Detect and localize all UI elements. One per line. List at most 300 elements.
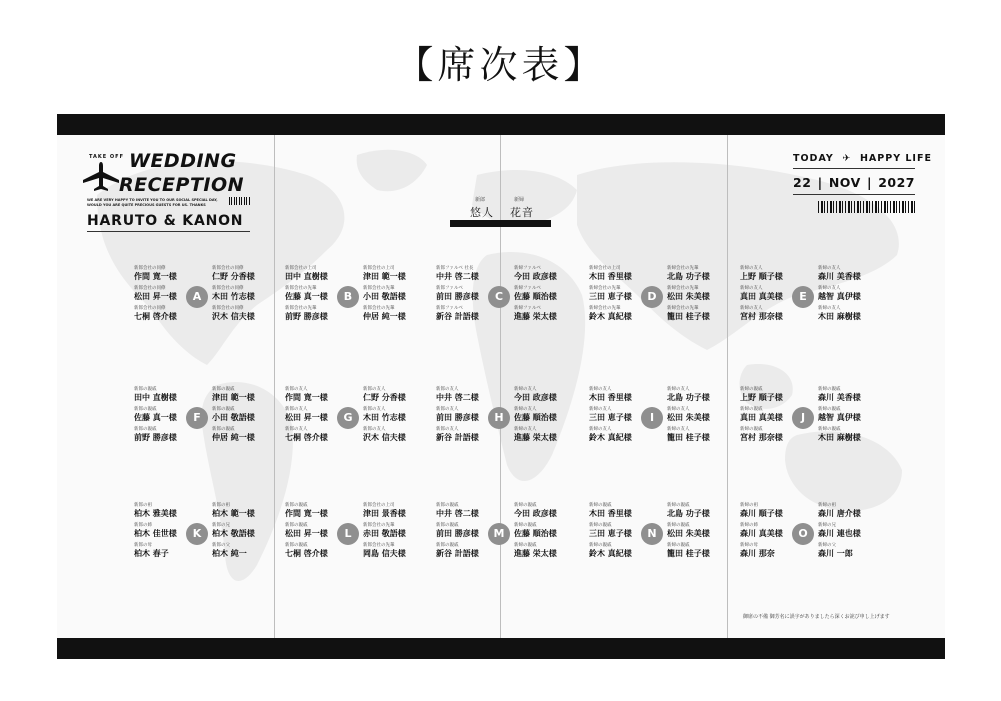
guest-name: 小田 敬語様 bbox=[212, 413, 255, 422]
date-day: 22 bbox=[793, 175, 812, 190]
guest-name: 籠田 桂子様 bbox=[667, 549, 710, 558]
guest-name: 上野 順子様 bbox=[740, 272, 783, 281]
guest-relation: 新婦の友人 bbox=[667, 387, 690, 392]
guest-seat bbox=[667, 543, 737, 559]
guest-name: 今田 政彦様 bbox=[514, 272, 557, 281]
guest-seat bbox=[212, 543, 282, 559]
guest-relation: 新婦の友人 bbox=[818, 266, 841, 271]
guest-name: 木田 香里様 bbox=[589, 272, 632, 281]
guest-seat bbox=[363, 503, 433, 519]
guest-relation: 新郎の親戚 bbox=[436, 503, 459, 508]
guest-relation: 新郎会社の同僚 bbox=[212, 286, 244, 291]
guest-relation: 新郎会社の同僚 bbox=[134, 286, 166, 291]
bride-name: 花音 bbox=[510, 206, 534, 219]
guest-relation: 新郎の親戚 bbox=[212, 407, 235, 412]
guest-relation: 新郎ファルベ bbox=[436, 286, 463, 291]
guest-seat bbox=[818, 427, 888, 443]
guest-name: 森川 順子様 bbox=[740, 509, 783, 518]
take-off-label: TAKE OFF bbox=[89, 154, 125, 160]
guest-seat bbox=[818, 407, 888, 423]
plane-icon: ✈ bbox=[838, 153, 856, 164]
guest-name: 鈴木 真紀様 bbox=[589, 549, 632, 558]
guest-name: 柏木 春子 bbox=[134, 549, 169, 558]
guest-seat bbox=[818, 387, 888, 403]
guest-name: 三田 恵子様 bbox=[589, 292, 632, 301]
guest-relation: 新婦の姉 bbox=[740, 523, 758, 528]
seating-chart-sheet bbox=[57, 114, 945, 659]
guest-name: 進藤 栄太様 bbox=[514, 433, 557, 442]
guest-name: 佐藤 順治様 bbox=[514, 292, 557, 301]
guest-seat bbox=[667, 387, 737, 403]
wedding-title-line1: WEDDING bbox=[129, 150, 237, 172]
guest-relation: 新婦ファルベ bbox=[514, 266, 541, 271]
table-marker-m: M bbox=[488, 523, 510, 545]
guest-name: 木田 香里様 bbox=[589, 393, 632, 402]
guest-relation: 新婦の親戚 bbox=[667, 543, 690, 548]
guest-name: 七桐 啓介様 bbox=[285, 433, 328, 442]
guest-seat bbox=[740, 503, 810, 519]
guest-seat bbox=[436, 286, 506, 302]
guest-name: 前野 勝彦様 bbox=[285, 312, 328, 321]
wedding-date bbox=[793, 175, 915, 190]
guest-relation: 新郎会社の同僚 bbox=[134, 266, 166, 271]
guest-name: 中井 啓二様 bbox=[436, 272, 479, 281]
guest-relation: 新郎の祖 bbox=[134, 503, 152, 508]
guest-seat bbox=[740, 286, 810, 302]
guest-seat bbox=[818, 306, 888, 322]
guest-relation: 新婦の兄 bbox=[818, 523, 836, 528]
guest-seat bbox=[436, 306, 506, 322]
guest-name: 今田 政彦様 bbox=[514, 393, 557, 402]
guest-name: 田中 直樹様 bbox=[134, 393, 177, 402]
guest-name: 三田 恵子様 bbox=[589, 413, 632, 422]
guest-seat bbox=[363, 266, 433, 282]
guest-seat bbox=[667, 503, 737, 519]
guest-seat bbox=[514, 387, 584, 403]
tagline-left: TODAY bbox=[793, 153, 834, 164]
guest-name: 作間 寛一様 bbox=[285, 393, 328, 402]
guest-name: 中井 啓二様 bbox=[436, 509, 479, 518]
guest-seat bbox=[589, 387, 659, 403]
guest-seat bbox=[589, 543, 659, 559]
guest-seat bbox=[740, 407, 810, 423]
guest-name: 作間 寛一様 bbox=[134, 272, 177, 281]
guest-seat bbox=[740, 387, 810, 403]
guest-name: 籠田 桂子様 bbox=[667, 312, 710, 321]
guest-seat bbox=[667, 407, 737, 423]
guest-seat bbox=[514, 523, 584, 539]
table-marker-d: D bbox=[641, 286, 663, 308]
guest-relation: 新郎の友人 bbox=[363, 427, 386, 432]
guest-name: 新谷 計語様 bbox=[436, 433, 479, 442]
guest-relation: 新郎会社の先輩 bbox=[363, 286, 395, 291]
guest-seat bbox=[285, 387, 355, 403]
guest-name: 鈴木 真紀様 bbox=[589, 433, 632, 442]
guest-relation: 新婦の友人 bbox=[667, 407, 690, 412]
guest-name: 津田 範一様 bbox=[363, 272, 406, 281]
guest-name: 森川 真美様 bbox=[740, 529, 783, 538]
guest-relation: 新郎の姉 bbox=[134, 523, 152, 528]
tagline-right: HAPPY LIFE bbox=[859, 153, 932, 164]
guest-relation: 新婦の親戚 bbox=[818, 407, 841, 412]
guest-seat bbox=[740, 523, 810, 539]
guest-relation: 新婦の親戚 bbox=[667, 503, 690, 508]
guest-relation: 新郎会社の先輩 bbox=[285, 306, 317, 311]
guest-relation: 新婦の祖 bbox=[818, 503, 836, 508]
guest-name: 松田 昇一様 bbox=[285, 529, 328, 538]
guest-relation: 新婦の親戚 bbox=[740, 427, 763, 432]
guest-relation: 新婦の親戚 bbox=[818, 387, 841, 392]
head-table-bar bbox=[450, 220, 551, 227]
guest-seat bbox=[285, 503, 355, 519]
guest-name: 森川 美香様 bbox=[818, 272, 861, 281]
guest-relation: 新郎会社の同僚 bbox=[134, 306, 166, 311]
guest-name: 籠田 桂子様 bbox=[667, 433, 710, 442]
guest-name: 佐藤 順治様 bbox=[514, 529, 557, 538]
guest-name: 岡島 信夫様 bbox=[363, 549, 406, 558]
guest-name: 真田 真美様 bbox=[740, 413, 783, 422]
guest-seat bbox=[589, 286, 659, 302]
guest-seat bbox=[589, 523, 659, 539]
invitation-fine-print: WE ARE VERY HAPPY TO INVITE YOU TO OUR SOCIAL SPECIAL DAY, WOULD YOU ARE QUITE PRECIOUS GUESTS FOR US. THANKS bbox=[87, 198, 218, 207]
guest-name: 佐藤 真一様 bbox=[285, 292, 328, 301]
guest-seat bbox=[212, 503, 282, 519]
guest-relation: 新郎会社の上司 bbox=[285, 266, 317, 271]
guest-name: 田中 直樹様 bbox=[285, 272, 328, 281]
guest-relation: 新郎の友人 bbox=[285, 387, 308, 392]
groom-role: 新郎 bbox=[475, 197, 486, 203]
guest-seat bbox=[212, 427, 282, 443]
guest-name: 木田 麻樹様 bbox=[818, 312, 861, 321]
guest-relation: 新郎の友人 bbox=[363, 387, 386, 392]
guest-relation: 新郎の親戚 bbox=[212, 427, 235, 432]
guest-seat bbox=[363, 427, 433, 443]
guest-relation: 新郎の友人 bbox=[436, 387, 459, 392]
guest-name: 新谷 計語様 bbox=[436, 312, 479, 321]
guest-relation: 新婦の友人 bbox=[589, 387, 612, 392]
guest-seat bbox=[363, 523, 433, 539]
guest-relation: 新郎ファルベ 社長 bbox=[436, 266, 474, 271]
guest-name: 真田 真美様 bbox=[740, 292, 783, 301]
guest-relation: 新郎の親戚 bbox=[285, 503, 308, 508]
guest-name: 森川 連也様 bbox=[818, 529, 861, 538]
guest-relation: 新婦の親戚 bbox=[667, 523, 690, 528]
page-title: 【席次表】 bbox=[395, 43, 606, 87]
guest-name: 前田 勝彦様 bbox=[436, 292, 479, 301]
guest-seat bbox=[436, 503, 506, 519]
guest-seat bbox=[818, 503, 888, 519]
guest-name: 佐藤 真一様 bbox=[134, 413, 177, 422]
guest-name: 松田 昇一様 bbox=[285, 413, 328, 422]
guest-seat bbox=[740, 543, 810, 559]
guest-seat bbox=[285, 266, 355, 282]
date-rule bbox=[793, 194, 915, 195]
guest-name: 沢木 信夫様 bbox=[212, 312, 255, 321]
guest-name: 越智 真伊様 bbox=[818, 292, 861, 301]
guest-relation: 新婦の祖 bbox=[740, 503, 758, 508]
guest-relation: 新郎の親戚 bbox=[436, 543, 459, 548]
guest-relation: 新郎の親戚 bbox=[436, 523, 459, 528]
guest-seat bbox=[436, 523, 506, 539]
guest-name: 新谷 計語様 bbox=[436, 549, 479, 558]
guest-seat bbox=[818, 266, 888, 282]
guest-seat bbox=[667, 266, 737, 282]
date-year: 2027 bbox=[878, 175, 915, 190]
guest-name: 作間 寛一様 bbox=[285, 509, 328, 518]
guest-name: 今田 政彦様 bbox=[514, 509, 557, 518]
guest-relation: 新郎の親戚 bbox=[285, 523, 308, 528]
couple-underline bbox=[87, 231, 250, 232]
date-separator: | bbox=[817, 175, 823, 190]
guest-seat bbox=[285, 543, 355, 559]
guest-relation: 新郎の祖 bbox=[212, 503, 230, 508]
table-marker-j: J bbox=[792, 407, 814, 429]
couple-names: HARUTO & KANON bbox=[87, 213, 244, 229]
guest-name: 森川 唐介様 bbox=[818, 509, 861, 518]
guest-seat bbox=[363, 387, 433, 403]
guest-name: 前野 勝彦様 bbox=[134, 433, 177, 442]
guest-relation: 新郎の親戚 bbox=[134, 427, 157, 432]
guest-name: 宮村 那奈様 bbox=[740, 312, 783, 321]
guest-name: 森川 那奈 bbox=[740, 549, 775, 558]
table-marker-g: G bbox=[337, 407, 359, 429]
guest-name: 仁野 分香様 bbox=[212, 272, 255, 281]
guest-name: 木田 竹志様 bbox=[363, 413, 406, 422]
guest-name: 上野 順子様 bbox=[740, 393, 783, 402]
guest-seat bbox=[589, 266, 659, 282]
guest-seat bbox=[514, 407, 584, 423]
table-marker-o: O bbox=[792, 523, 814, 545]
guest-relation: 新郎会社の上司 bbox=[363, 266, 395, 271]
guest-name: 三田 恵子様 bbox=[589, 529, 632, 538]
guest-name: 仁野 分香様 bbox=[363, 393, 406, 402]
guest-seat bbox=[134, 407, 204, 423]
guest-relation: 新婦の友人 bbox=[740, 286, 763, 291]
table-marker-n: N bbox=[641, 523, 663, 545]
guest-seat bbox=[436, 407, 506, 423]
guest-name: 柏木 敬語様 bbox=[212, 529, 255, 538]
guest-seat bbox=[363, 306, 433, 322]
guest-seat bbox=[212, 266, 282, 282]
barcode-small bbox=[229, 197, 251, 205]
guest-seat bbox=[134, 543, 204, 559]
guest-relation: 新婦の友人 bbox=[514, 427, 537, 432]
table-marker-l: L bbox=[337, 523, 359, 545]
guest-name: 越智 真伊様 bbox=[818, 413, 861, 422]
guest-relation: 新郎の父 bbox=[212, 543, 230, 548]
guest-seat bbox=[134, 523, 204, 539]
guest-relation: 新婦会社の上司 bbox=[589, 266, 621, 271]
guest-seat bbox=[285, 286, 355, 302]
guest-seat bbox=[285, 427, 355, 443]
table-marker-k: K bbox=[186, 523, 208, 545]
guest-name: 中井 啓二様 bbox=[436, 393, 479, 402]
guest-name: 北島 功子様 bbox=[667, 509, 710, 518]
guest-relation: 新郎の友人 bbox=[363, 407, 386, 412]
guest-name: 柏木 佳世様 bbox=[134, 529, 177, 538]
bride-role: 新婦 bbox=[514, 197, 525, 203]
guest-relation: 新郎の母 bbox=[134, 543, 152, 548]
guest-name: 津田 範一様 bbox=[212, 393, 255, 402]
guest-seat bbox=[514, 286, 584, 302]
guest-seat bbox=[818, 523, 888, 539]
table-marker-a: A bbox=[186, 286, 208, 308]
guest-seat bbox=[436, 543, 506, 559]
guest-seat bbox=[514, 306, 584, 322]
guest-relation: 新婦ファルベ bbox=[514, 306, 541, 311]
guest-name: 森川 一郎 bbox=[818, 549, 853, 558]
guest-name: 赤田 敬語様 bbox=[363, 529, 406, 538]
guest-relation: 新郎の友人 bbox=[436, 427, 459, 432]
guest-name: 仲居 純一様 bbox=[212, 433, 255, 442]
guest-relation: 新婦の親戚 bbox=[514, 523, 537, 528]
guest-relation: 新婦の友人 bbox=[818, 306, 841, 311]
guest-seat bbox=[212, 286, 282, 302]
guest-seat bbox=[212, 306, 282, 322]
date-separator: | bbox=[866, 175, 873, 190]
guest-seat bbox=[134, 306, 204, 322]
guest-relation: 新郎の親戚 bbox=[212, 387, 235, 392]
guest-name: 進藤 栄太様 bbox=[514, 549, 557, 558]
guest-relation: 新婦の友人 bbox=[818, 286, 841, 291]
guest-relation: 新郎の兄 bbox=[212, 523, 230, 528]
guest-relation: 新婦の親戚 bbox=[740, 407, 763, 412]
guest-seat bbox=[285, 407, 355, 423]
wedding-title-line2: RECEPTION bbox=[119, 174, 245, 196]
guest-relation: 新郎会社の同僚 bbox=[212, 266, 244, 271]
guest-name: 北島 功子様 bbox=[667, 272, 710, 281]
guest-relation: 新郎会社の先輩 bbox=[363, 306, 395, 311]
guest-seat bbox=[285, 306, 355, 322]
guest-name: 前田 勝彦様 bbox=[436, 529, 479, 538]
guest-relation: 新婦の親戚 bbox=[589, 543, 612, 548]
guest-name: 松田 朱美様 bbox=[667, 529, 710, 538]
guest-seat bbox=[740, 306, 810, 322]
guest-seat bbox=[134, 266, 204, 282]
top-bar bbox=[57, 114, 945, 135]
guest-name: 進藤 栄太様 bbox=[514, 312, 557, 321]
guest-relation: 新婦の親戚 bbox=[514, 503, 537, 508]
guest-seat bbox=[134, 427, 204, 443]
guest-seat bbox=[134, 286, 204, 302]
guest-relation: 新婦会社の先輩 bbox=[667, 286, 699, 291]
guest-seat bbox=[667, 286, 737, 302]
guest-relation: 新郎会社の先輩 bbox=[363, 543, 395, 548]
airplane-icon bbox=[81, 160, 121, 192]
table-marker-b: B bbox=[337, 286, 359, 308]
guest-name: 松田 朱美様 bbox=[667, 292, 710, 301]
guest-relation: 新婦会社の先輩 bbox=[667, 266, 699, 271]
guest-relation: 新郎会社の上司 bbox=[363, 503, 395, 508]
bottom-bar bbox=[57, 638, 945, 659]
guest-seat bbox=[363, 286, 433, 302]
guest-relation: 新郎の友人 bbox=[285, 427, 308, 432]
guest-name: 松田 朱美様 bbox=[667, 413, 710, 422]
guest-seat bbox=[212, 387, 282, 403]
table-marker-f: F bbox=[186, 407, 208, 429]
guest-seat bbox=[436, 427, 506, 443]
guest-name: 北島 功子様 bbox=[667, 393, 710, 402]
guest-seat bbox=[212, 407, 282, 423]
guest-relation: 新郎会社の先輩 bbox=[363, 523, 395, 528]
guest-relation: 新婦の親戚 bbox=[818, 427, 841, 432]
guest-relation: 新郎ファルベ bbox=[436, 306, 463, 311]
guest-name: 宮村 那奈様 bbox=[740, 433, 783, 442]
guest-relation: 新婦ファルベ bbox=[514, 286, 541, 291]
guest-seat bbox=[134, 387, 204, 403]
guest-name: 小田 敬語様 bbox=[363, 292, 406, 301]
tagline-rule bbox=[793, 168, 915, 169]
table-marker-i: I bbox=[641, 407, 663, 429]
guest-seat bbox=[363, 543, 433, 559]
guest-seat bbox=[514, 503, 584, 519]
guest-seat bbox=[436, 387, 506, 403]
guest-name: 柏木 範一様 bbox=[212, 509, 255, 518]
table-marker-e: E bbox=[792, 286, 814, 308]
guest-seat bbox=[514, 266, 584, 282]
footnote: 御席の不備 御芳名に誤字がありましたら深くお詫び申し上げます bbox=[743, 614, 890, 620]
guest-relation: 新郎会社の同僚 bbox=[212, 306, 244, 311]
guest-relation: 新郎の親戚 bbox=[285, 543, 308, 548]
date-month: NOV bbox=[828, 175, 861, 190]
guest-seat bbox=[740, 266, 810, 282]
guest-relation: 新郎会社の先輩 bbox=[285, 286, 317, 291]
guest-relation: 新婦の友人 bbox=[589, 427, 612, 432]
table-marker-c: C bbox=[488, 286, 510, 308]
guest-seat bbox=[514, 427, 584, 443]
guest-relation: 新婦の友人 bbox=[740, 306, 763, 311]
guest-name: 柏木 純一 bbox=[212, 549, 247, 558]
guest-name: 鈴木 真紀様 bbox=[589, 312, 632, 321]
guest-seat bbox=[667, 306, 737, 322]
guest-name: 仲居 純一様 bbox=[363, 312, 406, 321]
guest-name: 沢木 信夫様 bbox=[363, 433, 406, 442]
guest-name: 七桐 啓介様 bbox=[134, 312, 177, 321]
guest-name: 木田 竹志様 bbox=[212, 292, 255, 301]
guest-seat bbox=[589, 407, 659, 423]
guest-relation: 新婦の友人 bbox=[514, 407, 537, 412]
guest-seat bbox=[667, 523, 737, 539]
guest-seat bbox=[134, 503, 204, 519]
guest-seat bbox=[589, 306, 659, 322]
guest-relation: 新婦会社の先輩 bbox=[589, 286, 621, 291]
guest-relation: 新婦の友人 bbox=[667, 427, 690, 432]
table-marker-h: H bbox=[488, 407, 510, 429]
guest-seat bbox=[818, 286, 888, 302]
barcode-large bbox=[818, 201, 915, 213]
guest-relation: 新婦の親戚 bbox=[740, 387, 763, 392]
guest-relation: 新婦の友人 bbox=[740, 266, 763, 271]
guest-seat bbox=[589, 427, 659, 443]
groom-name: 悠人 bbox=[470, 206, 494, 219]
guest-seat bbox=[363, 407, 433, 423]
guest-seat bbox=[436, 266, 506, 282]
guest-relation: 新郎の親戚 bbox=[134, 407, 157, 412]
guest-name: 柏木 雅美様 bbox=[134, 509, 177, 518]
guest-relation: 新婦の母 bbox=[740, 543, 758, 548]
guest-relation: 新郎の親戚 bbox=[134, 387, 157, 392]
guest-seat bbox=[589, 503, 659, 519]
guest-name: 前田 勝彦様 bbox=[436, 413, 479, 422]
guest-name: 七桐 啓介様 bbox=[285, 549, 328, 558]
guest-seat bbox=[514, 543, 584, 559]
guest-relation: 新婦の友人 bbox=[589, 407, 612, 412]
guest-relation: 新婦の親戚 bbox=[514, 543, 537, 548]
guest-relation: 新郎の友人 bbox=[285, 407, 308, 412]
guest-seat bbox=[285, 523, 355, 539]
guest-name: 津田 景香様 bbox=[363, 509, 406, 518]
guest-relation: 新婦会社の先輩 bbox=[589, 306, 621, 311]
